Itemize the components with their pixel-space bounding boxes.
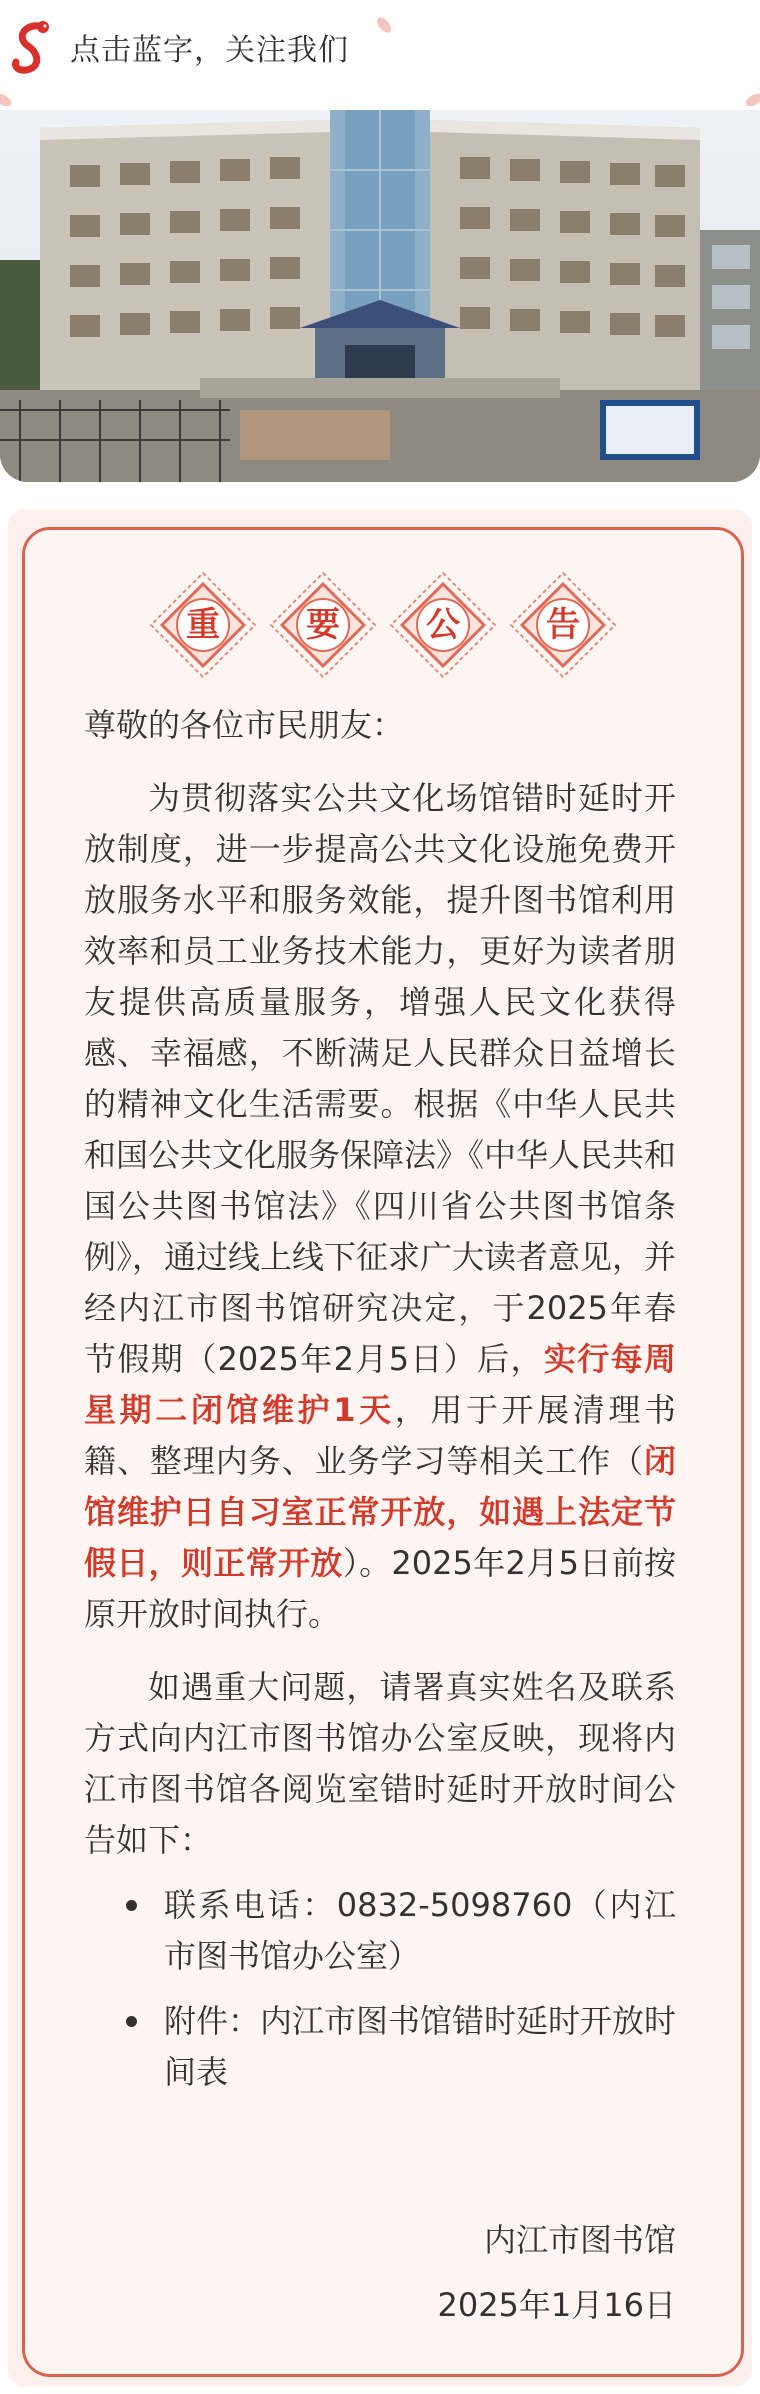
badge-char: 要 [306, 605, 340, 645]
greeting: 尊敬的各位市民朋友： [84, 706, 405, 744]
title-badge [388, 570, 498, 680]
title-badge [268, 570, 378, 680]
notice-date: 2025年1月16日 [437, 2286, 676, 2324]
notice-title-badges [148, 570, 618, 680]
main-paragraph [84, 773, 676, 1640]
contact-paragraph: 如遇重大问题，请署真实姓名及联系方式向内江市图书馆办公室反映，现将内江市图书馆各阅览室错时延时开放时间公告如下： [84, 1668, 676, 1859]
main-paragraph-text: 为贯彻落实公共文化场馆错时延时开放制度，进一步提高公共文化设施免费开放服务水平和服务效能，提升图书馆利用效率和员工业务技术能力，更好为读者朋友提供高质量服务，增强人民文化获得感、幸福感，不断满足人民群众日益增长的精神文化生活需要。根据《中华人民共和国公共文化服务保障法》《中华人民共和国公共图书馆法》《四川省公共图书馆条例》，通过线上线下征求广大读者意见，并经内江市图书馆研究决定，于2025年春节假期（2025年2月5日）后， [84, 779, 677, 1378]
decor-dot [374, 15, 393, 35]
badge-char: 告 [546, 605, 580, 645]
decor-dot [744, 91, 760, 109]
closure-highlight: 实行每周星期二闭馆维护1天 [84, 1340, 676, 1429]
snake-logo-icon [10, 18, 54, 78]
main-paragraph-text-2: ，用于开展清理书籍、整理内务、业务学习等相关工作（ [84, 1391, 676, 1480]
list-item: 联系电话：0832-5098760（内江市图书馆办公室） [84, 1880, 676, 1982]
follow-header [0, 0, 760, 100]
library-building-illustration [0, 110, 760, 482]
follow-prompt[interactable]: 点击蓝字，关注我们 [70, 33, 349, 68]
badge-char: 重 [186, 605, 220, 645]
study-room-highlight: 闭馆维护日自习室正常开放，如遇上法定节假日，则正常开放 [84, 1442, 676, 1582]
library-building-photo [0, 110, 760, 482]
info-list [84, 1880, 676, 2098]
badge-char: 公 [426, 605, 460, 645]
list-item: 附件：内江市图书馆错时延时开放时间表 [84, 1996, 676, 2098]
title-badge [148, 570, 258, 680]
title-badge [508, 570, 618, 680]
decor-dot [0, 91, 13, 109]
main-paragraph-text-3: ）。2025年2月5日前按原开放时间执行。 [84, 1544, 676, 1633]
signature: 内江市图书馆 [483, 2221, 676, 2259]
notice-body [84, 700, 676, 2112]
